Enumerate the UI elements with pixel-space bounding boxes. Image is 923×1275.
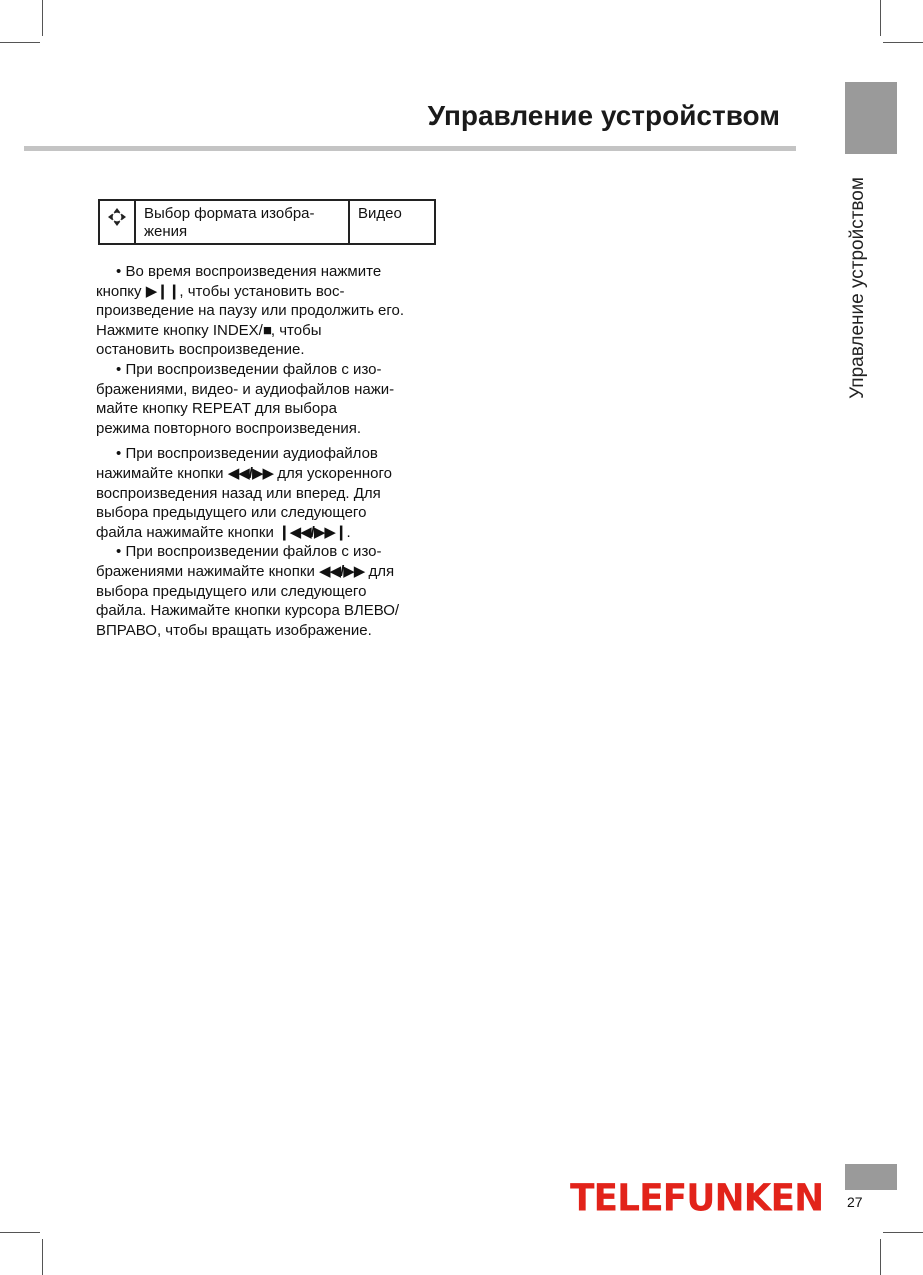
rewind-forward-icon: ◀◀/▶▶: [319, 562, 365, 580]
cursor-arrows-icon: [107, 214, 127, 231]
crop-mark: [883, 42, 923, 43]
table-mode-cell: Видео: [349, 200, 435, 244]
stop-icon: ■: [262, 321, 271, 339]
crop-mark: [42, 0, 43, 36]
paragraph-pause: • Во время воспроизведения нажмите кнопку ▶❙❙, чтобы установить вос- произведение на паузу или продолжить его. Нажмите кнопку INDEX/■, чтобы остановить воспроизведение.: [96, 263, 405, 359]
page-number: 27: [847, 1194, 863, 1210]
crop-mark: [0, 1232, 40, 1233]
brand-logo: TELEFUNKEN: [570, 1177, 824, 1221]
play-pause-icon: ▶❙❙: [145, 282, 180, 300]
rewind-forward-icon: ◀◀/▶▶: [227, 464, 274, 482]
page-number-tab: [845, 1164, 897, 1190]
paragraph-repeat: • При воспроизведении файлов с изо- бражениями, видео- и аудиофайлов нажи- майте кнопку REPEAT для выбора режима повторного воспроизведения.: [96, 360, 395, 437]
body-text: [96, 262, 442, 640]
prev-next-icon: ❙◀◀/▶▶❙: [278, 523, 347, 541]
crop-mark: [880, 0, 881, 36]
crop-mark: [883, 1232, 923, 1233]
crop-mark: [42, 1239, 43, 1275]
side-label: [840, 168, 876, 408]
table-function-cell: Выбор формата изобра- жения: [135, 200, 349, 244]
section-tab: [845, 82, 897, 154]
paragraph-images: • При воспроизведении файлов с изо- бражениями нажимайте кнопки ◀◀/▶▶ для выбора предыдущего или следующего файла. Нажимайте кнопки курсора ВЛЕВО/ ВПРАВО, чтобы вращать изображение.: [96, 543, 400, 639]
side-label-text: Управление устройством: [847, 177, 869, 399]
crop-mark: [880, 1239, 881, 1275]
format-table: [98, 199, 436, 245]
paragraph-audio: • При воспроизведении аудиофайлов нажимайте кнопки ◀◀/▶▶ для ускоренного воспроизведения назад или вперед. Для выбора предыдущего или следующего файла нажимайте кнопки ❙◀◀/▶▶❙.: [96, 445, 392, 541]
title-rule: [24, 146, 796, 151]
page-title: Управление устройством: [427, 100, 780, 131]
table-row: [99, 200, 435, 244]
table-icon-cell: [99, 200, 135, 244]
crop-mark: [0, 42, 40, 43]
